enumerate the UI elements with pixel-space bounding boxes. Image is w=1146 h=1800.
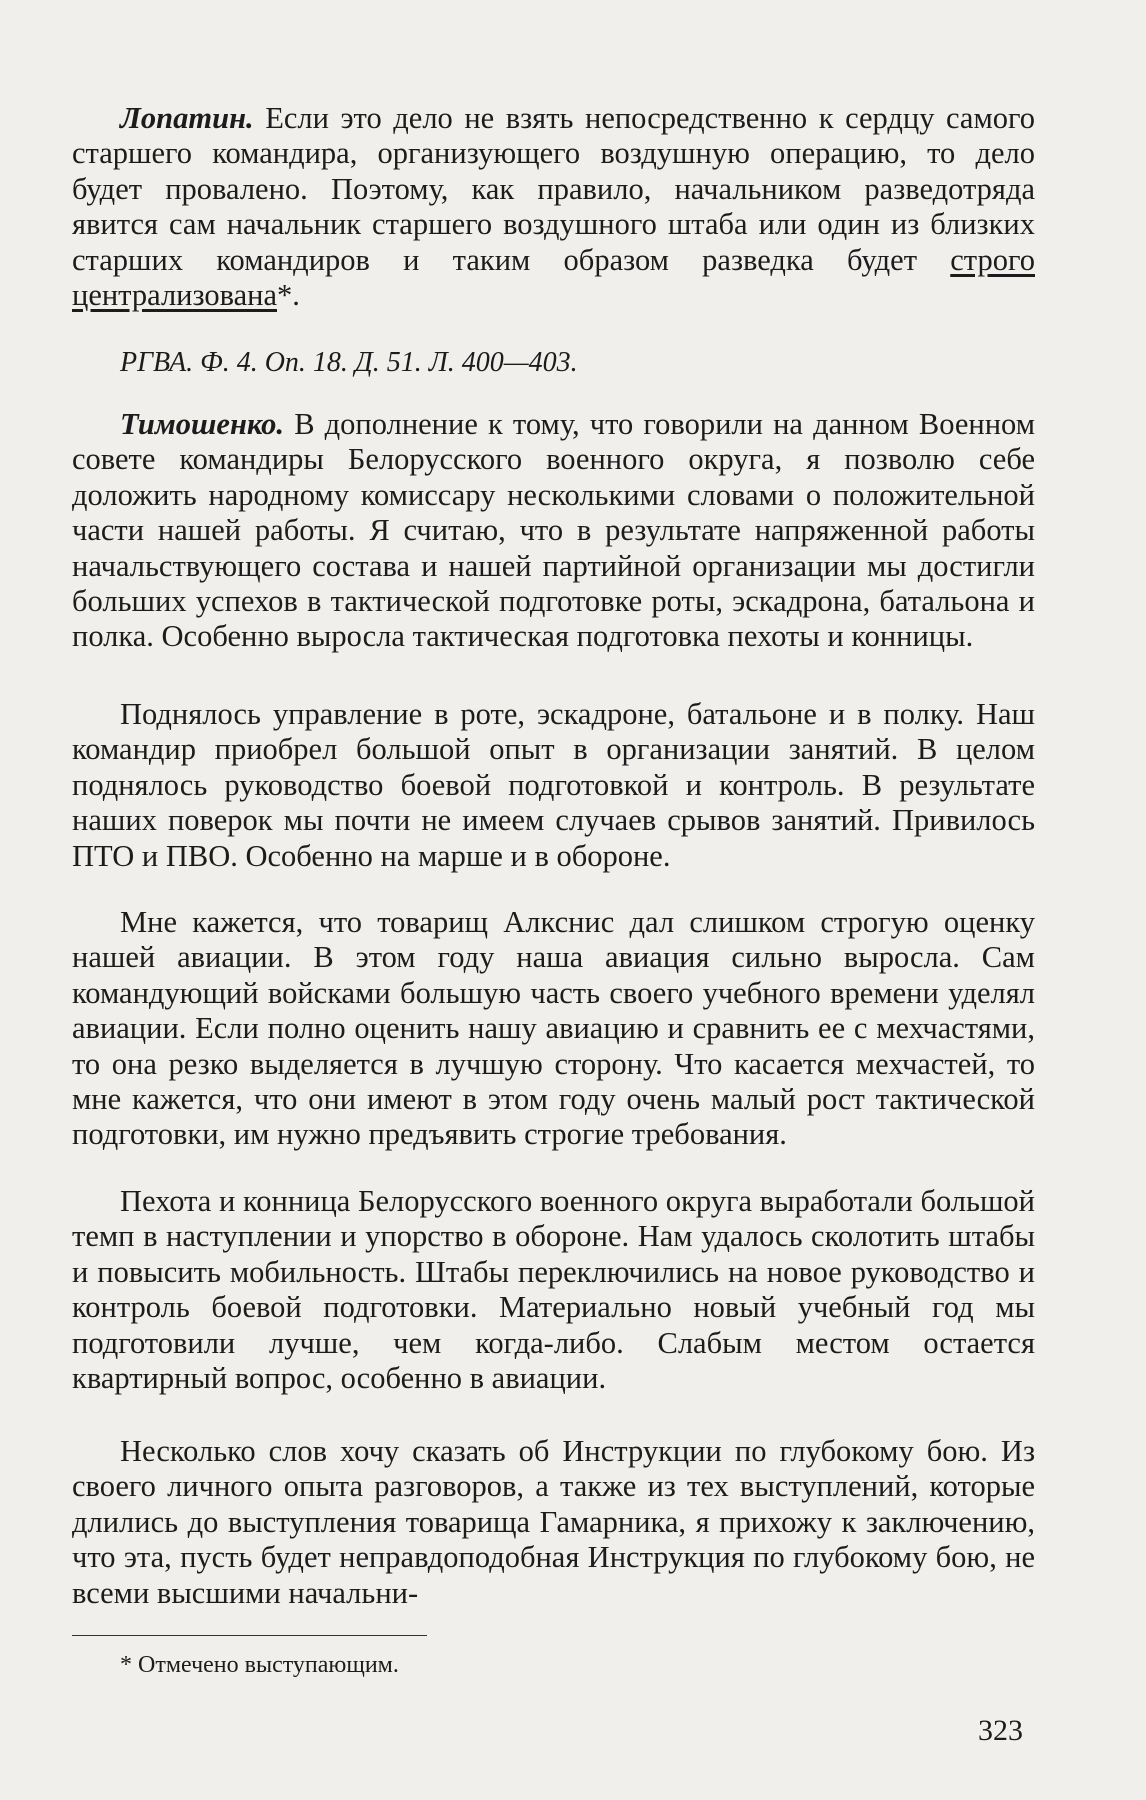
paragraph-timoshenko-4 (72, 1184, 1035, 1396)
lopatin-text: Если это дело не взять непосредственно к сердцу самого старшего командира, организующего воздушную операцию, то дело будет провалено. Поэтому, как правило, начальником разведотряда явится сам начальник старшего воздушного штаба или один из близких старших командиров и таким образом разведка будет (72, 101, 1035, 277)
footnote-mark: *. (277, 278, 300, 313)
archive-reference: РГВА. Ф. 4. Оп. 18. Д. 51. Л. 400—403. (120, 347, 578, 378)
timoshenko-text-1: В дополнение к тому, что говорили на данном Военном совете командиры Белорусского военного округа, я позволю себе доложить народному комиссару несколькими словами о положительной части нашей работы. Я считаю, что в результате напряженной работы начальствующего состава и нашей партийной организации мы достигли больших успехов в тактической подготовке роты, эскадрона, батальона и полка. Особенно выросла тактическая подготовка пехоты и конницы. (72, 407, 1035, 654)
paragraph-timoshenko-5 (72, 1434, 1035, 1611)
footnote-divider (72, 1635, 427, 1636)
timoshenko-text-4: Пехота и конница Белорусского военного округа выработали большой темп в наступлении и упорство в обороне. Нам удалось сколотить штабы и повысить мобильность. Штабы переключились на новое руководство и контроль боевой подготовки. Материально новый учебный год мы подготовили лучше, чем когда-либо. Слабым местом остается квартирный вопрос, особенно в авиации. (72, 1184, 1035, 1396)
speaker-timoshenko: Тимошенко. (120, 407, 285, 441)
timoshenko-text-5: Несколько слов хочу сказать об Инструкции по глубокому бою. Из своего личного опыта разговоров, а также из тех выступлений, которые длились до выступления товарища Гамарника, я прихожу к заключению, что эта, пусть будет неправдоподобная Инструкция по глубокому бою, не всеми высшими начальни- (72, 1434, 1035, 1610)
paragraph-lopatin (72, 101, 1035, 313)
paragraph-timoshenko-3 (72, 905, 1035, 1153)
timoshenko-text-3: Мне кажется, что товарищ Алкснис дал слишком строгую оценку нашей авиации. В этом году наша авиация сильно выросла. Сам командующий войсками большую часть своего учебного времени уделял авиации. Если полно оценить нашу авиацию и сравнить ее с мехчастями, то она резко выделяется в лучшую сторону. Что касается мехчастей, то мне кажется, что они имеют в этом году очень малый рост тактической подготовки, им нужно предъявить строгие требования. (72, 905, 1035, 1152)
footnote: * Отмечено выступающим. (120, 1652, 399, 1678)
underlined-phrase: строго централизована (72, 242, 1035, 313)
timoshenko-text-2: Поднялось управление в роте, эскадроне, батальоне и в полку. Наш командир приобрел большой опыт в организации занятий. В целом поднялось руководство боевой подготовкой и контроль. В результате наших поверок мы почти не имеем случаев срывов занятий. Привилось ПТО и ПВО. Особенно на марше и в обороне. (72, 697, 1035, 873)
paragraph-timoshenko-2 (72, 697, 1035, 874)
speaker-lopatin: Лопатин. (120, 101, 254, 135)
paragraph-timoshenko-1 (72, 407, 1035, 655)
page-number: 323 (978, 1714, 1023, 1747)
